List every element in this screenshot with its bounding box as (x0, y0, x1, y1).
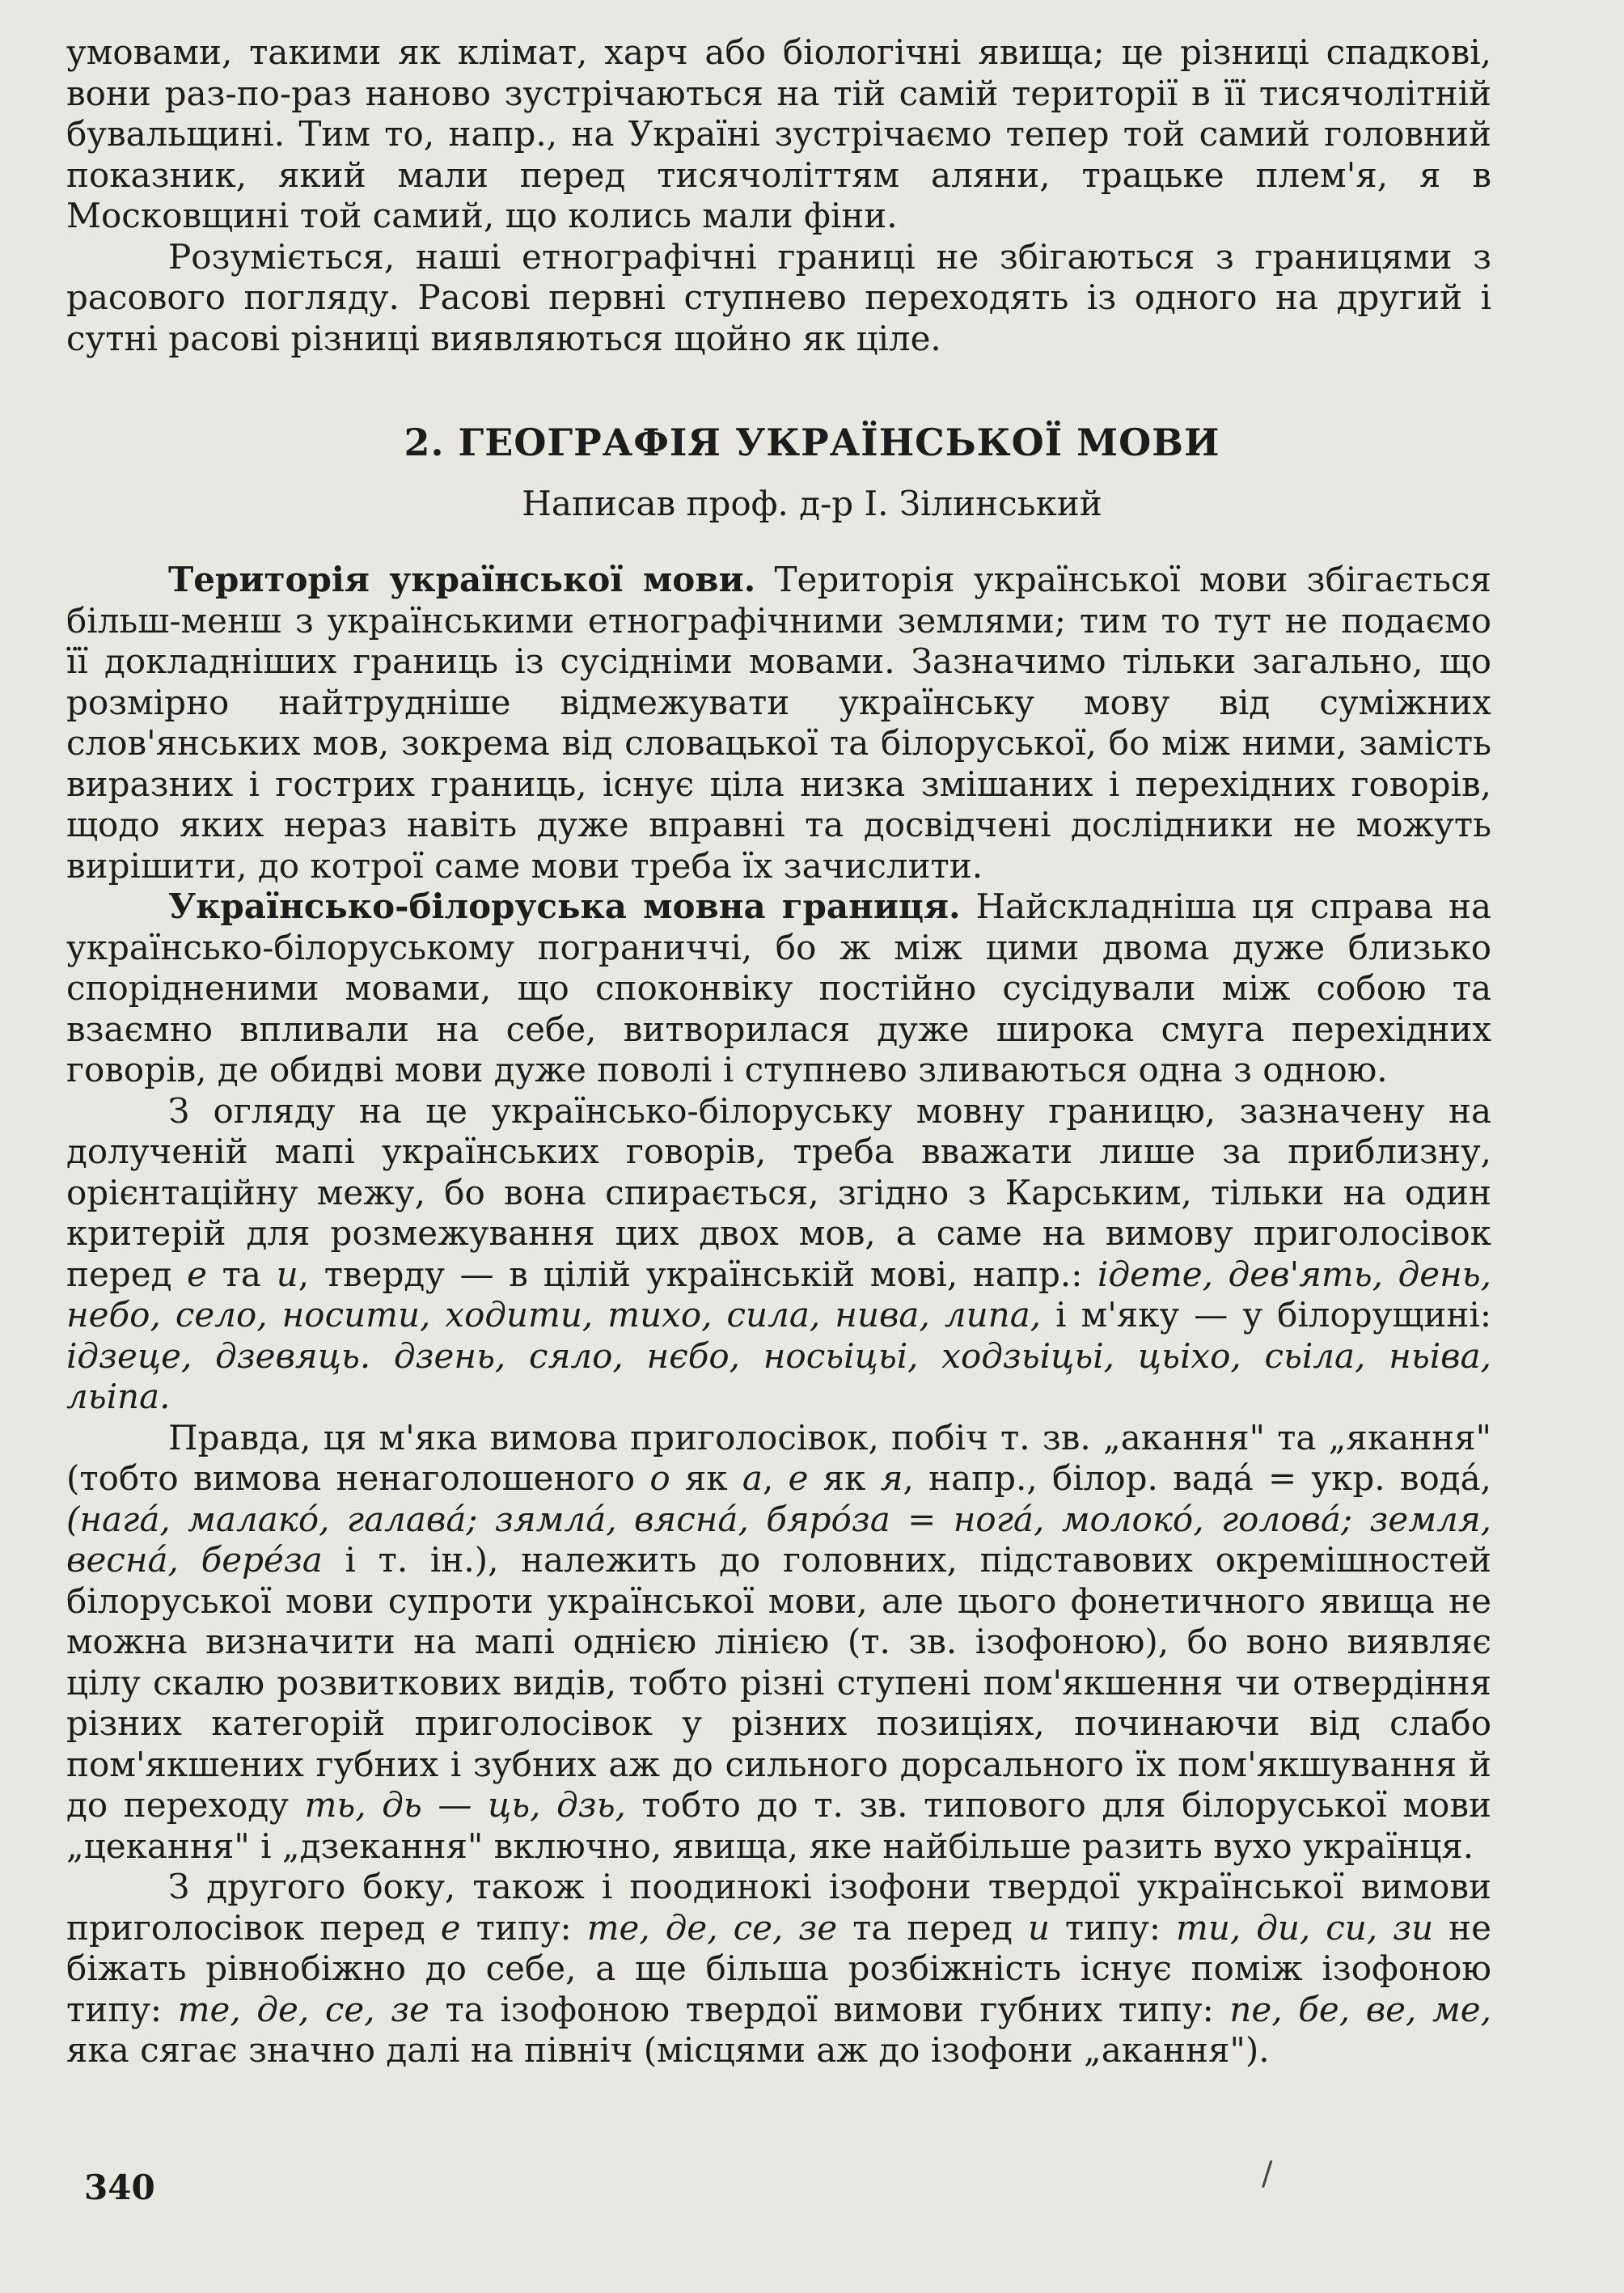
intro-paragraph-1: умовами, такими як клімат, харч або біологічні явища; це різниці спадкові, вони раз-по-раз наново зустрічаються на тій самій території в її тисячолітній бувальщині. Тим то, напр., на Україні зустрічаємо тепер той самий головний показник, який мали перед тисячоліттям аляни, трацьке плем'я, я в Московщині той самий, що колись мали фіни. (66, 32, 1491, 235)
paragraph-map-criterion: З огляду на це українсько-білоруську мовну границю, зазначену на долученій мапі українських говорів, треба вважати лише за приблизну, орієнтаційну межу, бо вона спирається, згідно з Карським, тільки на один критерій для розмежування цих двох мов, а саме на вимову приголосівок перед е та и, тверду — в цілій українській мові, напр.: ідете, дев'ять, день, небо, село, носити, ходити, тихо, сила, нива, липа, і м'яку — у білорущині: ідзеце, дзевяць. дзень, сяло, нєбо, носьіцьі, ходзьіцьі, цьіхо, сьіла, ньіва, льіпа. (66, 1090, 1491, 1416)
intro-paragraph-2: Розуміється, наші етнографічні границі не збігаються з границями з расового погляду. Расові первні ступнево переходять із одного на другий і сутні расові різниці виявляються щойно як ціле. (66, 236, 1491, 358)
belarusian-examples: ідзеце, дзевяць. дзень, сяло, нєбо, носьіцьі, ходзьіцьі, цьіхо, сьіла, ньіва, льіпа. (66, 1335, 1491, 1416)
paragraph-border: Українсько-білоруська мовна границя. Найскладніша ця справа на українсько-білоруському пограниччі, бо ж між цими двома дуже близько спорідненими мовами, що споконвіку постійно сусідували між собою та взаємно впливали на себе, витворилася дуже широка смуга перехідних говорів, де обидві мови дуже поволі і ступнево зливаються одна з одною. (66, 886, 1492, 1089)
section-author: Написав проф. д-р І. Зілинський (522, 484, 1102, 523)
paragraph-isophones: З другого боку, також і поодинокі ізофони твердої української вимови приголосівок перед е типу: те, де, се, зе та перед и типу: ти, ди, си, зи не біжать рівнобіжно до себе, а ще більша розбіжність існує поміж ізофоною типу: те, де, се, зе та ізофоною твердої вимови губних типу: пе, бе, ве, ме, яка сягає значно далі на північ (місцями аж до ізофони „акання"). (66, 1867, 1492, 2070)
akannia-examples: (нагá, малакó, галавá; зямлá, вяснá, бярóза = ногá, молокó, головá; земля, веснá, берéза (66, 1499, 1491, 1580)
stray-pen-mark: / (1262, 2156, 1273, 2193)
main-text (66, 560, 1491, 2071)
section-title: 2. ГЕОГРАФІЯ УКРАЇНСЬКОЇ МОВИ (404, 421, 1220, 464)
run-in-heading-border: Українсько-білоруська мовна границя. (168, 886, 961, 926)
ukrainian-examples: ідете, дев'ять, день, небо, село, носити, ходити, тихо, сила, нива, липа, (66, 1254, 1491, 1335)
run-in-heading-territory: Територія української мови. (168, 560, 756, 599)
intro-text (66, 32, 1491, 359)
paragraph-akannia: Правда, ця м'яка вимова приголосівок, побіч т. зв. „акання" та „якання" (тобто вимова ненаголошеного о як а, е як я, напр., білор. вадá = укр. водá, (нагá, малакó, галавá; зямлá, вяснá, бярóза = ногá, молокó, головá; земля, веснá, берéза і т. ін.), належить до головних, підставових окремішностей білоруської мови супроти української мови, але цього фонетичного явища не можна визначити на мапі однією лінією (т. зв. ізофоною), бо воно виявляє цілу скалю розвиткових видів, тобто різні ступені пом'якшення чи отвердіння різних категорій приголосівок у різних позиціях, починаючи від слабо пом'якшених губних і зубних аж до сильного дорсального їх пом'якшування й до переходу ть, дь — ць, дзь, тобто до т. зв. типового для білоруської мови „цекання" і „дзекання" включно, явища, яке найбільше разить вухо українця. (66, 1417, 1492, 1866)
page-number: 340 (84, 2168, 155, 2207)
paragraph-territory: Територія української мови. Територія української мови збігається більш-менш з українськими етнографічними землями; тим то тут не подаємо її докладніших границь із сусідніми мовами. Зазначимо тільки загально, що розмірно найтрудніше відмежувати українську мову від суміжних слов'янських мов, зокрема від словацької та білоруської, бо між ними, замість виразних і гострих границь, існує ціла низка змішаних і перехідних говорів, щодо яких нераз навіть дуже вправні та досвідчені дослідники не можуть вирішити, до котрої саме мови треба їх зачислити. (66, 560, 1491, 886)
